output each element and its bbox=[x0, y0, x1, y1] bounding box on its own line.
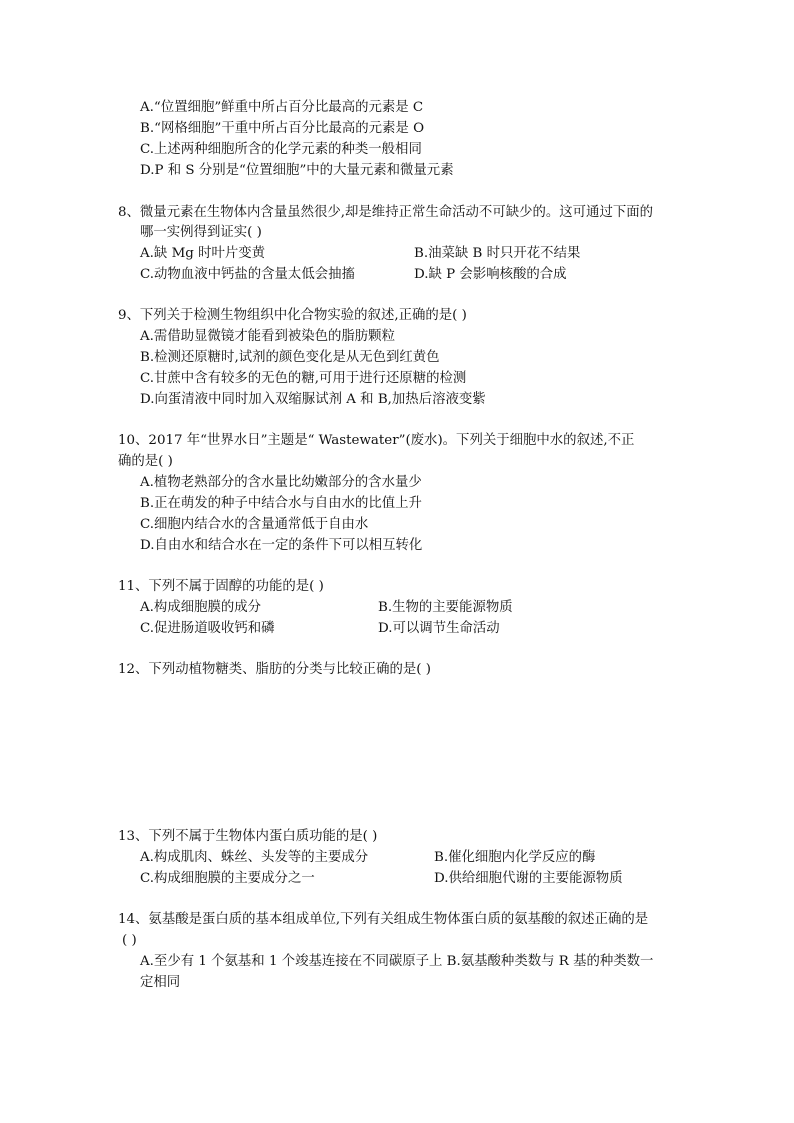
q11-option-a: A.构成细胞膜的成分 bbox=[140, 600, 262, 615]
q14-stem-line1: 14、氨基酸是蛋白质的基本组成单位,下列有关组成生物体蛋白质的氨基酸的叙述正确的是 bbox=[118, 912, 649, 927]
q7-option-c: C.上述两种细胞所含的化学元素的种类一般相同 bbox=[140, 142, 422, 157]
q10-option-c: C.细胞内结合水的含量通常低于自由水 bbox=[140, 517, 369, 532]
q9-option-a: A.需借助显微镜才能看到被染色的脂肪颗粒 bbox=[140, 329, 395, 344]
q11-option-c: C.促进肠道吸收钙和磷 bbox=[140, 621, 275, 636]
q8-option-b: B.油菜缺 B 时只开花不结果 bbox=[414, 246, 581, 261]
q7-option-b: B.“网格细胞”干重中所占百分比最高的元素是 O bbox=[140, 121, 425, 136]
q9-option-c: C.甘蔗中含有较多的无色的糖,可用于进行还原糖的检测 bbox=[140, 371, 467, 386]
q10-option-b: B.正在萌发的种子中结合水与自由水的比值上升 bbox=[140, 496, 422, 511]
q9-stem: 9、下列关于检测生物组织中化合物实验的叙述,正确的是( ) bbox=[118, 308, 467, 323]
q13-option-d: D.供给细胞代谢的主要能源物质 bbox=[434, 871, 623, 886]
q12-stem: 12、下列动植物糖类、脂肪的分类与比较正确的是( ) bbox=[118, 662, 431, 677]
q10-stem-line1: 10、2017 年“世界水日”主题是“ Wastewater”(废水)。下列关于细胞中水的叙述,不正 bbox=[118, 433, 635, 448]
q8-stem-line1: 8、微量元素在生物体内含量虽然很少,却是维持正常生命活动不可缺少的。这可通过下面的 bbox=[118, 205, 654, 220]
q13-option-b: B.催化细胞内化学反应的酶 bbox=[434, 850, 596, 865]
q13-option-c: C.构成细胞膜的主要成分之一 bbox=[140, 871, 315, 886]
q14-option-line2: 定相同 bbox=[140, 975, 181, 990]
q8-option-a: A.缺 Mg 时叶片变黄 bbox=[140, 246, 266, 261]
q9-option-d: D.向蛋清液中同时加入双缩脲试剂 A 和 B,加热后溶液变紫 bbox=[140, 392, 486, 407]
q10-stem-line2: 确的是( ) bbox=[118, 454, 173, 469]
q11-option-d: D.可以调节生命活动 bbox=[378, 621, 500, 636]
q13-option-a: A.构成肌肉、蛛丝、头发等的主要成分 bbox=[140, 850, 369, 865]
q8-option-c: C.动物血液中钙盐的含量太低会抽搐 bbox=[140, 267, 355, 282]
q8-stem-line2: 哪一实例得到证实( ) bbox=[140, 225, 262, 240]
q10-option-a: A.植物老熟部分的含水量比幼嫩部分的含水量少 bbox=[140, 475, 422, 490]
q13-stem: 13、下列不属于生物体内蛋白质功能的是( ) bbox=[118, 829, 378, 844]
q14-stem-line2: ( ) bbox=[122, 933, 137, 948]
q7-option-d: D.P 和 S 分别是“位置细胞”中的大量元素和微量元素 bbox=[140, 163, 454, 178]
q9-option-b: B.检测还原糖时,试剂的颜色变化是从无色到红黄色 bbox=[140, 350, 440, 365]
q10-option-d: D.自由水和结合水在一定的条件下可以相互转化 bbox=[140, 538, 423, 553]
q14-option-line1: A.至少有 1 个氨基和 1 个竣基连接在不同碳原子上 B.氨基酸种类数与 R 基的种类数一 bbox=[140, 954, 654, 969]
q8-option-d: D.缺 P 会影响核酸的合成 bbox=[414, 267, 567, 282]
q7-option-a: A.“位置细胞”鲜重中所占百分比最高的元素是 C bbox=[140, 100, 424, 115]
q11-option-b: B.生物的主要能源物质 bbox=[378, 600, 513, 615]
q11-stem: 11、下列不属于固醇的功能的是( ) bbox=[118, 579, 324, 594]
